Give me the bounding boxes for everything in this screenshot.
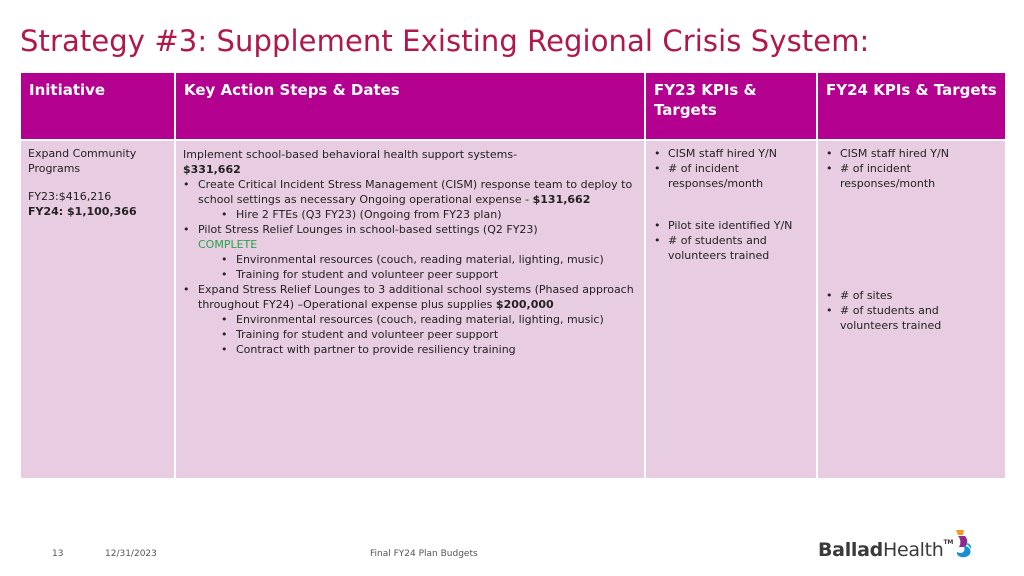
action-item-text: Create Critical Incident Stress Management (CISM) response team to deploy to school settings as necessary Ongoing operational expense - <box>198 178 633 206</box>
kpi-item: • # of students and volunteers trained <box>654 234 770 262</box>
header-fy24-kpis: FY24 KPIs & Targets <box>817 72 1006 140</box>
kpi-item: • CISM staff hired Y/N <box>826 147 949 160</box>
page-title: Strategy #3: Supplement Existing Regional Crisis System: <box>20 24 870 58</box>
kpi-item: • # of students and volunteers trained <box>826 304 942 332</box>
kpi-item: • # of incident responses/month <box>654 162 764 190</box>
initiative-name: Expand Community Programs <box>28 147 137 175</box>
initiative-fy23-budget: FY23:$416,216 <box>28 190 112 203</box>
action-item: • Pilot Stress Relief Lounges in school-based settings (Q2 FY23) <box>183 222 638 237</box>
action-item-text: Pilot Stress Relief Lounges in school-based settings (Q2 FY23) <box>198 223 538 236</box>
action-intro: Implement school-based behavioral health support systems- <box>183 148 518 161</box>
action-intro-amount: $331,662 <box>183 163 241 176</box>
kpi-item: • # of sites <box>826 289 893 302</box>
action-item: • Expand Stress Relief Lounges to 3 additional school systems (Phased approach throughout FY24) –Operational expense plus supplies $200,000 <box>183 283 634 311</box>
initiative-fy24-budget: FY24: $1,100,366 <box>28 205 137 218</box>
action-steps-cell <box>175 140 645 479</box>
initiative-cell <box>20 140 175 479</box>
action-item-text: Expand Stress Relief Lounges to 3 additional school systems (Phased approach throughout FY24) –Operational expense plus supplies <box>198 283 634 311</box>
action-subitem: • Hire 2 FTEs (Q3 FY23) (Ongoing from FY23 plan) <box>221 208 502 221</box>
action-subitem: • Training for student and volunteer peer support <box>221 328 499 341</box>
action-item-amount: $200,000 <box>495 298 554 311</box>
status-complete: COMPLETE <box>198 238 258 251</box>
action-subitem: • Environmental resources (couch, reading material, lighting, music) <box>221 253 604 266</box>
action-subitem: • Training for student and volunteer peer support <box>221 268 499 281</box>
footer-label: Final FY24 Plan Budgets <box>370 549 478 559</box>
action-item-amount: $131,662 <box>532 193 591 206</box>
ballad-health-logo <box>818 526 978 562</box>
kpi-item: • Pilot site identified Y/N <box>654 219 793 232</box>
action-item: • Create Critical Incident Stress Management (CISM) response team to deploy to school settings as necessary Ongoing operational expense - $131,662 <box>183 178 633 206</box>
action-subitem: • Environmental resources (couch, reading material, lighting, music) <box>221 313 604 326</box>
logo-mark-icon <box>946 526 976 560</box>
strategy-table <box>19 71 1007 480</box>
table-row <box>20 140 1006 479</box>
header-fy23-kpis: FY23 KPIs & Targets <box>645 72 817 140</box>
table-header-row <box>20 72 1006 140</box>
slide-number: 13 <box>52 549 64 559</box>
kpi-item: • # of incident responses/month <box>826 162 936 190</box>
logo-wordmark: BalladHealth™ <box>818 539 954 561</box>
action-subitem: • Contract with partner to provide resiliency training <box>221 343 516 356</box>
fy23-kpis-cell <box>645 140 817 479</box>
fy24-kpis-cell <box>817 140 1006 479</box>
kpi-item: • CISM staff hired Y/N <box>654 147 777 160</box>
header-key-action-steps: Key Action Steps & Dates <box>175 72 645 140</box>
header-initiative: Initiative <box>20 72 175 140</box>
footer-date: 12/31/2023 <box>105 549 157 559</box>
